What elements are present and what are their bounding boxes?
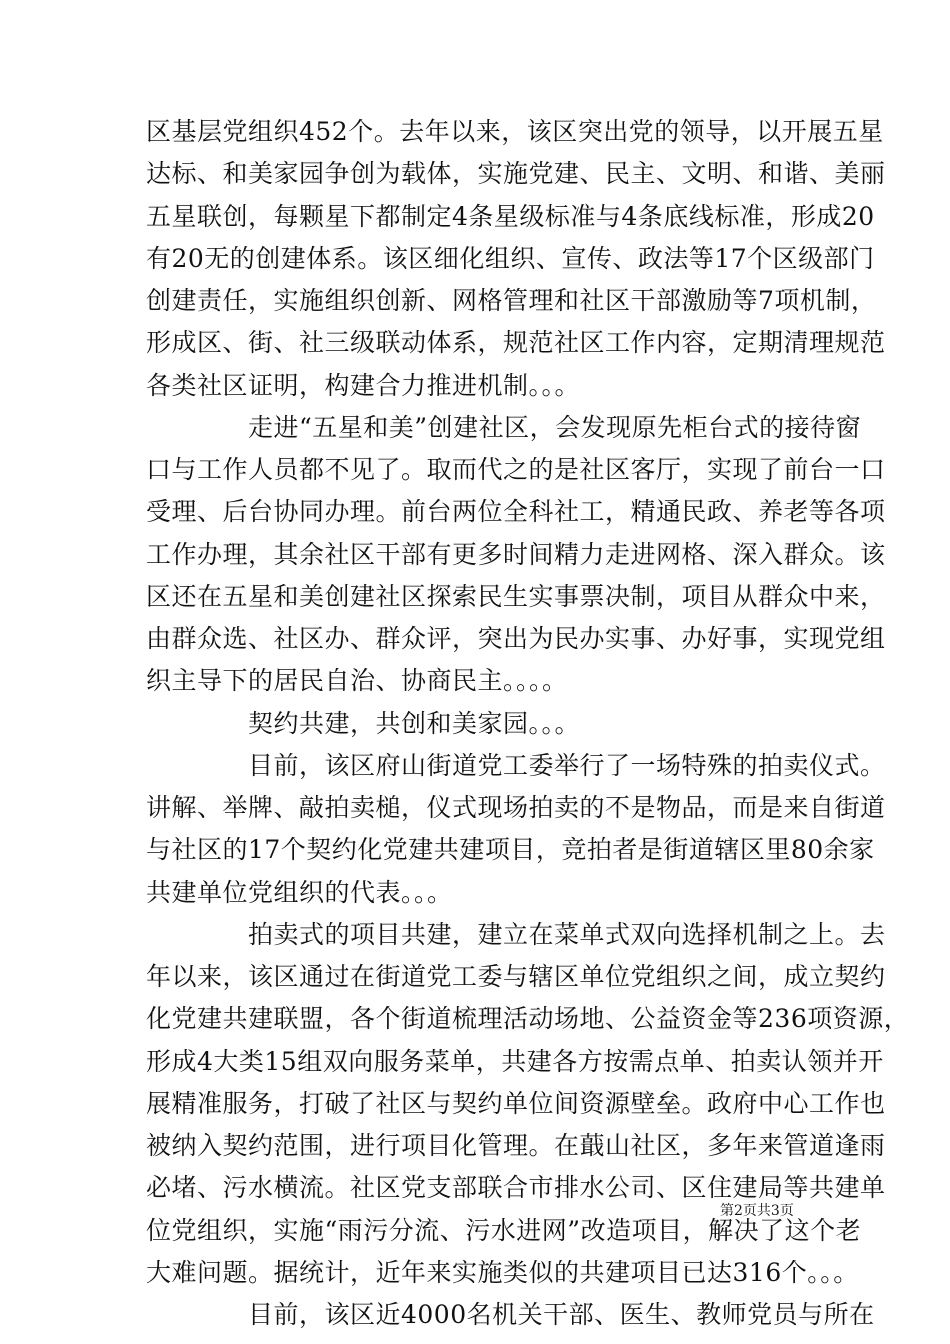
text-line: 大难问题。据统计，近年来实施类似的共建项目已达316个。。。	[146, 1258, 859, 1287]
text-line: 工作办理，其余社区干部有更多时间精力走进网格、深入群众。该	[146, 540, 886, 569]
text-line: 各类社区证明，构建合力推进机制。。。	[146, 371, 581, 400]
text-line: 由群众选、社区办、群众评，突出为民办实事、办好事，实现党组	[146, 624, 886, 653]
text-line: 必堵、污水横流。社区党支部联合市排水公司、区住建局等共建单	[146, 1173, 886, 1202]
text-line: 契约共建，共创和美家园。。。	[146, 709, 581, 738]
text-line: 拍卖式的项目共建，建立在菜单式双向选择机制之上。去	[146, 920, 886, 949]
text-line: 目前，该区近4000名机关干部、医生、教师党员与所在	[146, 1300, 875, 1329]
text-line: 年以来，该区通过在街道党工委与辖区单位党组织之间，成立契约	[146, 962, 886, 991]
text-line: 形成4大类15组双向服务菜单，共建各方按需点单、拍卖认领并开	[146, 1047, 884, 1076]
text-line: 化党建共建联盟，各个街道梳理活动场地、公益资金等236项资源，	[146, 1004, 910, 1033]
text-line: 被纳入契约范围，进行项目化管理。在蕺山社区，多年来管道逢雨	[146, 1131, 886, 1160]
text-line: 有20无的创建体系。该区细化组织、宣传、政法等17个区级部门	[146, 244, 875, 273]
text-line: 区基层党组织452个。去年以来，该区突出党的领导，以开展五星	[146, 117, 884, 146]
text-line: 口与工作人员都不见了。取而代之的是社区客厅，实现了前台一口	[146, 455, 886, 484]
text-line: 位党组织，实施“雨污分流、污水进网”改造项目，解决了这个老	[146, 1216, 862, 1245]
text-line: 走进“五星和美”创建社区，会发现原先柜台式的接待窗	[146, 413, 862, 442]
text-line: 共建单位党组织的代表。。。	[146, 878, 453, 907]
text-line: 与社区的17个契约化党建共建项目，竞拍者是街道辖区里80余家	[146, 835, 875, 864]
text-line: 达标、和美家园争创为载体，实施党建、民主、文明、和谐、美丽	[146, 159, 886, 188]
text-line: 讲解、举牌、敲拍卖槌，仪式现场拍卖的不是物品，而是来自街道	[146, 793, 886, 822]
text-line: 形成区、街、社三级联动体系，规范社区工作内容，定期清理规范	[146, 328, 886, 357]
text-line: 创建责任，实施组织创新、网格管理和社区干部激励等7项机制，	[146, 286, 877, 315]
text-line: 织主导下的居民自治、协商民主。。。。	[146, 666, 568, 695]
text-line: 受理、后台协同办理。前台两位全科社工，精通民政、养老等各项	[146, 497, 886, 526]
page-number-footer: 第2页共3页	[720, 1203, 794, 1219]
text-line: 展精准服务，打破了社区与契约单位间资源壁垒。政府中心工作也	[146, 1089, 886, 1118]
text-line: 目前，该区府山街道党工委举行了一场特殊的拍卖仪式。	[146, 751, 886, 780]
text-line: 五星联创，每颗星下都制定4条星级标准与4条底线标准，形成20	[146, 202, 875, 231]
text-line: 区还在五星和美创建社区探索民生实事票决制，项目从群众中来，	[146, 582, 886, 611]
